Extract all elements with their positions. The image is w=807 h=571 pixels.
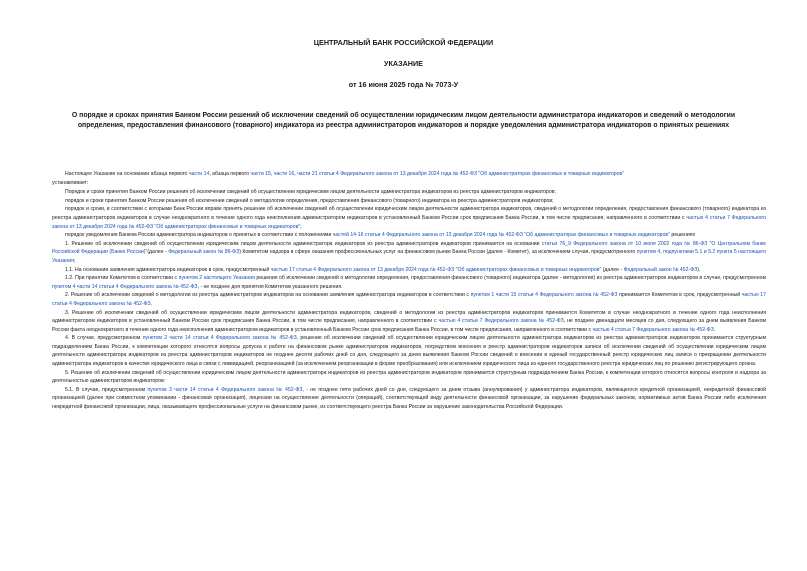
text-run: ) Комитетом надзора в сфере оказания профессиональных услуг на финансовом рынке Банка России (далее - Комитет), за исключением случая, предусмотренного (239, 249, 637, 256)
document-title: О порядке и сроках принятия Банком России решений об исключении сведений об осуществлении юридическим лицом деятельности администратора индикаторов и сведений о методологии определения, предоставления финансового (товарного) индикатора из реестра администраторов индикаторов и порядке уведомления администратора индикаторов о принятых решениях (71, 112, 736, 130)
clause-2 (52, 291, 766, 308)
clause-1 (52, 240, 766, 266)
text-run: (далее - (147, 249, 169, 256)
clause-1-1 (52, 266, 766, 275)
text-run: , не позднее двенадцати месяцев со дня, следующего за днем выявления Банком России факта неоднократного в течение одного года неисполнения администратором индикаторов в установленный Банком России срок предписания Банка России, в том числе предписания, направленного в соответствии с (52, 318, 766, 333)
law-link[interactable]: статьи 76_9 Федерального закона от 10 июля 2002 года № 86-ФЗ "О Центральном банке Российской Федерации (Банке России)" (52, 240, 766, 256)
law-link[interactable]: частью 4 статьи 7 Федерального закона от 13 декабря 2024 года № 452-ФЗ "Об администраторах финансовых и товарных индикаторов" (52, 214, 766, 230)
clause-4 (52, 334, 766, 368)
scope-item: Порядок и сроки принятия Банком России решения об исключении сведений об осуществлении юридическим лицом деятельности администратора индикаторов из реестра администраторов индикаторов; (65, 189, 556, 196)
law-link[interactable]: частью 4 статьи 7 Федерального закона № 452-ФЗ (438, 318, 564, 325)
text-run: (далее - (601, 266, 624, 273)
text-run: , (270, 171, 274, 177)
text-run: порядок и сроки, в соответствии с которыми Банк России вправе принять решение об исключении сведений об осуществлении юридическим лицом деятельности администратора индикаторов, сведений о методологии определения, предоставления финансового (товарного) индикатора из реестра администраторов индикаторов в случае неоднократного в течение одного года неисполнения администратором индикаторов в установленный Банком России срок предписания Банка России, в том числе предписания, направленного в соответствии с (52, 206, 766, 221)
law-link[interactable]: пунктом 1 части 15 статьи 4 Федерального закона № 452-ФЗ (470, 292, 618, 299)
text-run: , - не позднее пяти рабочих дней со дня, следующего за днем отзыва (аннулирования) у администратора индикаторов, являющегося кредитной организацией, некредитной финансовой организацией (далее при совместном упоминании - финансовая организация), лицензии на осуществление деятельности (операций), соответствующей виду деятельности финансовой организации, за нарушение федеральных законов, нормативных актов Банка России либо исключения некредитной финансовой организации, лица, оказывающего профессиональные услуги на финансовом рынке, из соответствующего реестра Банка России за нарушение законодательства Российской Федерации. (52, 386, 766, 411)
text-run: , - не позднее дня принятия Комитетом указанного решения. (197, 283, 343, 290)
clause-5-1 (52, 386, 766, 412)
preamble-paragraph (52, 170, 766, 179)
law-link[interactable]: части 21 статьи 4 Федерального закона от 13 декабря 2024 года № 452-ФЗ "Об администраторах финансовых и товарных индикаторов" (297, 171, 625, 177)
law-link[interactable]: части 14 (188, 171, 210, 177)
law-link[interactable]: пунктом 2 части 14 статьи 4 Федерального закона № 452-ФЗ (142, 335, 297, 342)
text-run: ). (697, 266, 701, 273)
text-run: . (713, 326, 716, 333)
document-body (52, 170, 766, 412)
law-link[interactable]: Федеральный закон № 452-ФЗ (623, 266, 698, 273)
text-run: , (294, 171, 298, 177)
text-run: 1.1. На основании заявления администратора индикаторов в срок, предусмотренный (65, 266, 271, 273)
text-run: принимается Комитетом в срок, предусмотренный (617, 292, 742, 299)
text-run: решения об исключении сведений о методологии определения, предоставления финансового (товарного) индикатора (далее - методология) из реестра администраторов индикаторов в случае, предусмотренном (254, 275, 766, 282)
text-run: , абзаца первого (209, 171, 251, 177)
law-link[interactable]: частью 17 статьи 4 Федерального закона № 452-ФЗ (52, 292, 766, 307)
law-link[interactable]: частью 17 статьи 4 Федерального закона от 13 декабря 2024 года № 452-ФЗ "Об администраторах финансовых и товарных индикаторов" (270, 266, 602, 273)
document-type: УКАЗАНИЕ (384, 59, 423, 68)
text-run: ; (300, 223, 302, 230)
law-link[interactable]: Федеральный закон № 86-ФЗ (168, 249, 240, 256)
law-link[interactable]: пунктом 4 (636, 249, 661, 256)
law-link[interactable]: части 15 (250, 171, 271, 177)
text-run: . (150, 300, 153, 307)
law-link[interactable]: пунктом 2 настоящего Указания (178, 275, 255, 282)
clause-3 (52, 309, 766, 335)
text-run: , (660, 249, 664, 256)
text-run: ; (73, 257, 76, 264)
text-run: 5.1. В случае, предусмотренном (65, 386, 148, 393)
law-link[interactable]: пунктом 3 части 14 статьи 4 Федерального закона № 452-ФЗ (147, 386, 303, 393)
law-link[interactable]: частью 4 статьи 7 Федерального закона № 452-ФЗ (592, 326, 714, 333)
scope-item: порядок и сроки принятия Банком России решения об исключении сведений о методологии определения, предоставления финансового (товарного) индикатора из реестра администраторов индикаторов; (65, 197, 554, 204)
clause-1-2 (52, 274, 766, 291)
text-run: 3. Решение об исключении сведений об осуществлении юридическим лицом деятельности администратора индикаторов, сведений о методологии из реестра администраторов индикаторов принимается Комитетом в случае неоднократного в течение одного года неисполнения администратором индикаторов в установленный Банком России срок предписания Банка России, в том числе предписания, направленного в соответствии с (52, 309, 766, 325)
scope-item (52, 205, 766, 231)
clause-5: 5. Решение об исключении сведений об осуществлении юридическим лицом деятельности администратора индикаторов из реестра администраторов индикаторов принимается структурным подразделением Банка России, к компетенции которого относятся вопросы контроля и надзора за деятельностью администраторов индикаторов: (52, 369, 766, 385)
text-run: , решение об исключении сведений об осуществлении юридическим лицом деятельности администратора индикаторов из реестра администраторов индикаторов принимается структурным подразделением Банка России, к компетенции которого относятся вопросы допуска к работе на финансовом рынке администраторов индикаторов, посредством внесения в реестр администраторов индикаторов записи об исключении сведений об осуществлении юридическим лицом деятельности администратора индикаторов из реестра администраторов индикаторов не позднее десяти рабочих дней со дня, следующего за днем выявления Банком России сведений о внесении в единый государственный реестр юридических лиц записи о прекращении деятельности администратора индикаторов в качестве юридического лица в связи с ликвидацией, реорганизацией (за исключением реорганизации в форме преобразования) или исключением юридического лица из единого государственного реестра юридических лиц по решению регистрирующего органа. (52, 335, 766, 368)
scope-item (52, 231, 766, 240)
text-run: 1. Решение об исключении сведений об осуществлении юридическим лицом деятельности администратора индикаторов из реестра администраторов индикаторов принимается на основании (65, 240, 542, 247)
text-run: 1.2. При принятии Комитетом в соответствии с (65, 275, 179, 282)
law-link[interactable]: пунктом 4 части 14 статьи 4 Федерального закона № 452-ФЗ (52, 283, 198, 290)
document-date-number: от 16 июня 2025 года № 7073-У (348, 80, 459, 89)
issuer-heading: ЦЕНТРАЛЬНЫЙ БАНК РОССИЙСКОЙ ФЕДЕРАЦИИ (313, 38, 494, 47)
text-run: Настоящее Указание на основании абзаца первого (65, 171, 189, 177)
establishes-paragraph: устанавливает: (52, 179, 89, 186)
law-link[interactable]: подпунктами 5.1 и 5.2 пункта 5 настоящего Указания (52, 249, 767, 264)
law-link[interactable]: части 16 (273, 171, 295, 177)
law-link[interactable]: частей 14-16 статьи 4 Федерального закона от 13 декабря 2024 года № 452-ФЗ "Об администраторах финансовых и товарных индикаторов" (332, 232, 670, 239)
text-run: 2. Решение об исключении сведений о методологии из реестра администраторов индикаторов на основании заявления администратора индикаторов в соответствии с (65, 292, 471, 299)
text-run: решениях (669, 232, 696, 239)
text-run: 4. В случае, предусмотренном (65, 335, 143, 342)
text-run: порядок уведомления Банком России администратора индикаторов о принятых в соответствии с положениями (65, 232, 333, 239)
